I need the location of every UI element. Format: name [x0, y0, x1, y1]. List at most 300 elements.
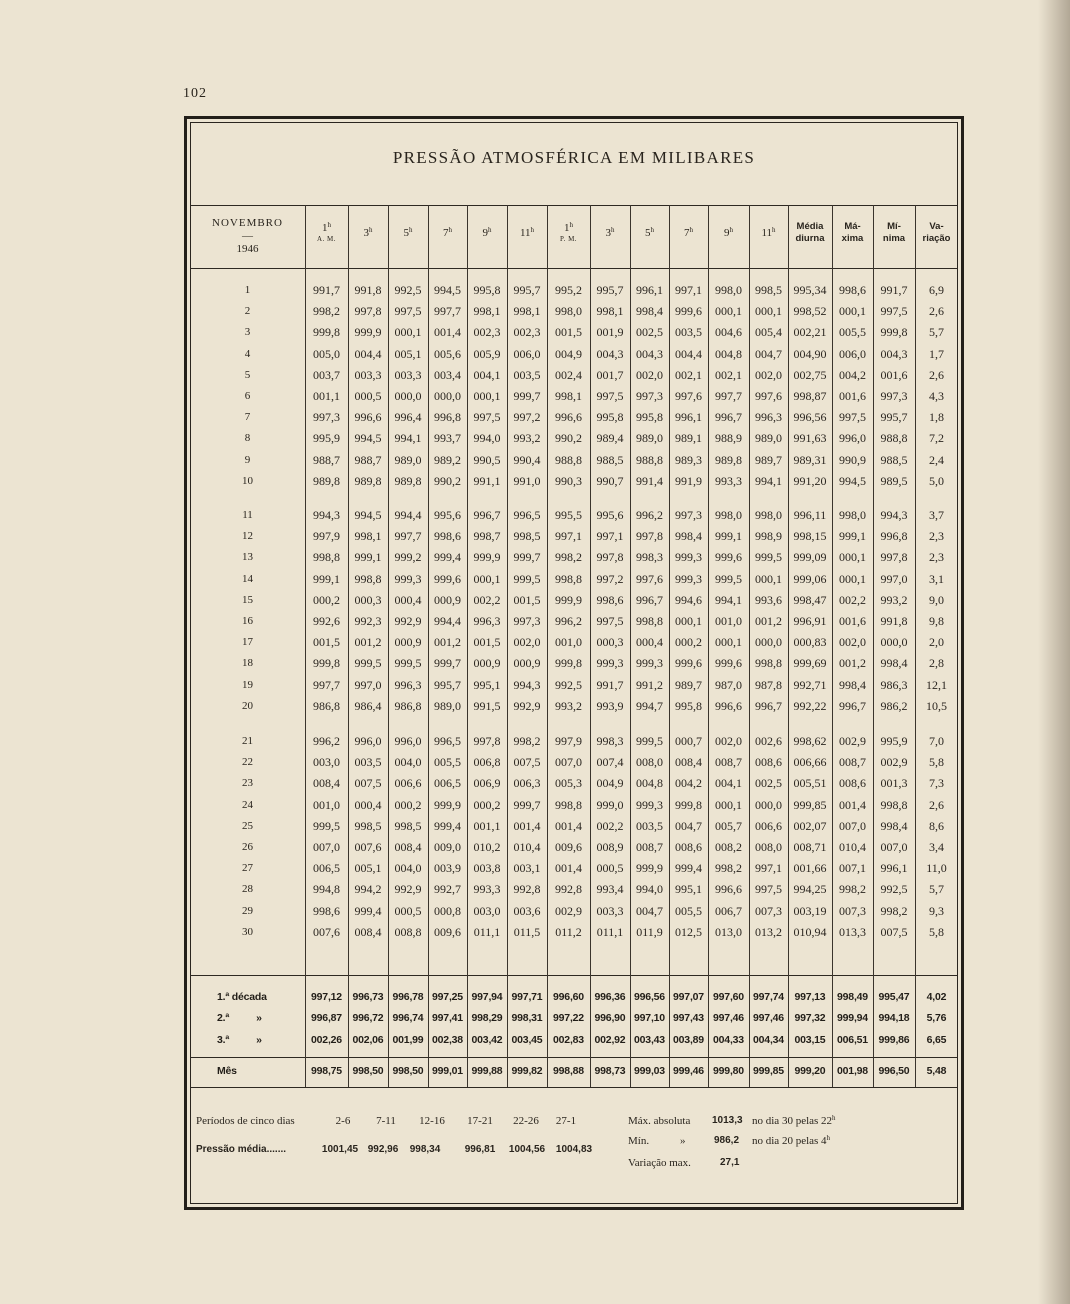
pressure-value: 999,3	[675, 571, 702, 586]
pressure-value: 006,7	[715, 903, 742, 918]
pressure-value: 998,1	[555, 389, 582, 403]
pressure-value: 996,56	[793, 410, 827, 425]
pressure-value: 994,25	[793, 882, 827, 897]
pressure-value: 998,3	[636, 550, 663, 565]
day-number: 19	[242, 678, 253, 691]
header-hour-number: 1	[564, 222, 570, 234]
pressure-value: 999,6	[715, 550, 742, 565]
pressure-value: 5,7	[929, 325, 944, 340]
pressure-value: 1,7	[929, 346, 944, 361]
pressure-value: 000,2	[473, 797, 501, 812]
pressure-value: 998,1	[513, 304, 541, 319]
pressure-value: 007,6	[354, 840, 382, 854]
pressure-value: 997,7	[313, 677, 340, 692]
header-stat-cell	[832, 213, 873, 253]
pressure-value: 998,8	[313, 550, 340, 565]
pressure-value: 999,4	[434, 550, 461, 565]
table-row	[0, 697, 1070, 715]
summary-value: 997,25	[432, 991, 463, 1003]
pressure-value: 994,7	[636, 698, 663, 713]
pressure-value: 994,1	[755, 473, 782, 488]
pressure-value: 998,8	[555, 571, 582, 586]
table-row	[0, 859, 1070, 877]
header-stat-line: Va-	[929, 221, 944, 232]
pressure-value: 000,1	[394, 325, 422, 340]
pressure-value: 007,4	[596, 755, 624, 770]
day-number: 21	[242, 735, 253, 747]
pressure-value: 994,5	[354, 431, 382, 446]
pressure-value: 997,9	[555, 734, 582, 748]
table-row	[0, 570, 1070, 588]
pressure-value: 001,0	[715, 614, 742, 628]
pressure-value: 994,4	[434, 614, 461, 628]
pressure-value: 001,4	[434, 325, 461, 340]
pressure-value: 6,9	[929, 283, 944, 297]
pressure-value: 990,2	[434, 473, 461, 488]
pressure-value: 002,2	[839, 592, 866, 607]
pressure-value: 010,2	[473, 840, 501, 854]
pressure-value: 002,2	[473, 592, 501, 607]
pressure-value: 997,3	[636, 389, 663, 403]
pressure-value: 001,2	[434, 635, 461, 650]
pressure-value: 003,5	[513, 367, 541, 382]
pressure-value: 996,3	[473, 614, 501, 628]
pressure-value: 9,8	[929, 614, 944, 628]
pressure-value: 003,6	[513, 903, 541, 918]
summary-value: 997,94	[471, 991, 503, 1003]
mean-pressure-label: Pressão média.......	[196, 1144, 287, 1155]
pressure-value: 013,0	[715, 924, 742, 939]
pressure-value: 000,4	[636, 635, 663, 650]
header-hour-sup: h	[729, 226, 733, 234]
table-row	[0, 902, 1070, 920]
pressure-value: 2,4	[929, 452, 944, 467]
header-stat-line: xima	[841, 233, 864, 244]
summary-value: 004,34	[753, 1034, 784, 1046]
pressure-value: 995,8	[473, 283, 501, 297]
table-row	[0, 429, 1070, 447]
summary-value: 996,73	[352, 991, 384, 1003]
pressure-value: 004,1	[715, 776, 742, 791]
pressure-value: 010,4	[513, 840, 541, 854]
pressure-value: 997,8	[354, 304, 382, 319]
pressure-value: 989,0	[394, 452, 422, 467]
min-absolute-ditto: »	[680, 1135, 686, 1147]
summary-value: 006,51	[837, 1034, 868, 1046]
pressure-value: 002,1	[675, 367, 702, 382]
pressure-value: 989,3	[675, 452, 702, 467]
pressure-value: 991,63	[793, 431, 827, 446]
pressure-value: 994,4	[394, 508, 422, 522]
pressure-value: 004,90	[793, 346, 827, 361]
pressure-value: 001,1	[313, 389, 340, 403]
pressure-value: 998,6	[839, 283, 866, 297]
day-number: 15	[242, 593, 253, 606]
pressure-value: 997,6	[636, 571, 663, 586]
pressure-value: 987,0	[715, 677, 742, 692]
mean-pressure-value: 1004,83	[555, 1144, 593, 1155]
table-row	[0, 753, 1070, 771]
header-hour-cell	[467, 213, 507, 253]
pressure-value: 996,7	[839, 698, 866, 713]
header-stat-line: nima	[882, 233, 906, 244]
pressure-value: 002,9	[555, 903, 582, 918]
pressure-value: 002,6	[755, 734, 782, 748]
pressure-value: 989,5	[880, 473, 908, 488]
periods-label: Períodos de cinco dias	[196, 1115, 295, 1127]
day-number: 27	[242, 862, 253, 875]
pressure-value: 996,3	[755, 410, 782, 425]
pressure-value: 003,3	[596, 903, 624, 918]
pressure-value: 989,8	[394, 473, 422, 488]
pressure-value: 004,9	[596, 776, 624, 791]
pressure-value: 001,6	[839, 389, 866, 403]
pressure-value: 003,7	[313, 367, 340, 382]
pressure-value: 996,5	[434, 734, 461, 748]
pressure-value: 999,09	[793, 550, 827, 565]
pressure-value: 006,3	[513, 776, 541, 791]
header-hour	[520, 227, 534, 239]
pressure-value: 999,2	[394, 550, 422, 565]
pressure-value: 997,5	[596, 614, 624, 628]
day-number: 28	[242, 883, 253, 896]
pressure-value: 991,5	[473, 698, 501, 713]
pressure-value: 001,5	[473, 635, 501, 650]
pressure-value: 993,4	[596, 882, 624, 897]
table-row	[0, 654, 1070, 672]
pressure-value: 997,6	[755, 389, 782, 403]
header-hour	[684, 227, 693, 239]
header-hour-cell	[669, 213, 708, 253]
pressure-value: 989,31	[793, 452, 827, 467]
summary-value: 002,26	[311, 1034, 342, 1046]
pressure-value: 2,3	[929, 550, 944, 565]
pressure-value: 005,0	[313, 346, 340, 361]
pressure-value: 993,6	[755, 592, 782, 607]
pressure-value: 007,0	[880, 840, 908, 854]
pressure-value: 997,5	[394, 304, 422, 319]
pressure-value: 994,0	[636, 882, 663, 897]
summary-label: 3.ª	[217, 1034, 230, 1046]
pressure-value: 001,2	[839, 656, 866, 671]
pressure-value: 996,1	[675, 410, 702, 425]
summary-value: 4,02	[926, 991, 947, 1003]
pressure-value: 004,8	[636, 776, 663, 791]
pressure-value: 009,0	[434, 840, 461, 854]
pressure-value: 997,3	[513, 614, 541, 628]
pressure-value: 000,1	[839, 304, 866, 319]
pressure-value: 999,6	[675, 656, 702, 671]
pressure-value: 994,3	[313, 508, 340, 522]
pressure-value: 002,9	[880, 755, 908, 770]
pressure-value: 994,1	[394, 431, 422, 446]
summary-value: 997,71	[511, 991, 543, 1003]
day-number: 24	[242, 798, 253, 811]
pressure-value: 997,7	[715, 389, 742, 403]
pressure-value: 999,8	[313, 656, 340, 671]
summary-value: 997,41	[432, 1012, 463, 1024]
pressure-value: 002,0	[636, 367, 663, 382]
pressure-value: 004,2	[839, 367, 866, 382]
pressure-value: 006,66	[793, 755, 827, 770]
pressure-value: 989,0	[636, 431, 663, 446]
summary-value: 997,10	[634, 1012, 665, 1024]
pressure-value: 994,0	[473, 431, 501, 446]
day-number: 10	[242, 474, 253, 487]
header-hour	[404, 227, 413, 239]
pressure-value: 990,4	[513, 452, 541, 467]
pressure-value: 004,6	[715, 325, 742, 340]
pressure-value: 2,3	[929, 529, 944, 544]
header-hour-number: 9	[724, 227, 730, 239]
summary-value: 998,50	[392, 1065, 424, 1077]
pressure-value: 990,2	[555, 431, 582, 446]
pressure-value: 999,5	[313, 818, 340, 833]
pressure-value: 996,4	[394, 410, 422, 425]
period-item: 27-1	[555, 1115, 577, 1127]
pressure-value: 001,5	[513, 592, 541, 607]
pressure-value: 005,3	[555, 776, 582, 791]
pressure-value: 986,2	[880, 698, 908, 713]
table-row	[0, 527, 1070, 545]
pressure-value: 001,4	[839, 797, 866, 812]
pressure-value: 998,8	[636, 614, 663, 628]
header-stat-cell	[788, 213, 832, 253]
pressure-value: 999,7	[513, 797, 541, 812]
pressure-value: 986,3	[880, 677, 908, 692]
pressure-value: 999,1	[715, 529, 742, 544]
pressure-value: 005,5	[434, 755, 461, 770]
pressure-value: 988,5	[596, 452, 624, 467]
pressure-value: 997,3	[880, 389, 908, 403]
pressure-value: 998,2	[880, 903, 908, 918]
day-number: 1	[244, 284, 251, 296]
pressure-value: 998,6	[313, 903, 340, 918]
pressure-value: 995,9	[313, 431, 340, 446]
max-absolute-label: Máx. absoluta	[628, 1115, 691, 1127]
pressure-value: 988,8	[636, 452, 663, 467]
table-row	[0, 323, 1070, 341]
pressure-value: 998,4	[839, 677, 866, 692]
pressure-value: 992,9	[513, 698, 541, 713]
summary-value: 002,06	[352, 1034, 384, 1046]
pressure-value: 986,4	[354, 698, 382, 713]
header-stat-line: Mí-	[887, 221, 901, 232]
pressure-value: 992,71	[793, 677, 827, 692]
summary-value: 998,49	[837, 991, 868, 1003]
day-number: 7	[244, 411, 251, 424]
pressure-value: 010,4	[839, 840, 866, 854]
pressure-value: 997,6	[675, 389, 702, 403]
header-hour	[364, 227, 373, 239]
pressure-value: 999,6	[715, 656, 742, 671]
pressure-value: 001,6	[839, 614, 866, 628]
pressure-value: 000,2	[313, 592, 340, 607]
pressure-value: 001,3	[880, 776, 908, 791]
pressure-value: 000,1	[839, 571, 866, 586]
pressure-value: 999,5	[636, 734, 663, 748]
table-row	[0, 817, 1070, 835]
pressure-value: 006,9	[473, 776, 501, 791]
pressure-value: 004,4	[675, 346, 702, 361]
summary-value: 998,50	[352, 1065, 384, 1077]
pressure-value: 004,9	[555, 346, 582, 361]
pressure-value: 007,6	[313, 924, 340, 939]
pressure-value: 997,5	[473, 410, 501, 425]
pressure-value: 996,6	[715, 882, 742, 897]
header-hour-sup: h	[611, 226, 615, 234]
summary-label: Mês	[217, 1065, 237, 1077]
pressure-value: 997,5	[755, 882, 782, 897]
pressure-value: 000,1	[473, 389, 501, 403]
pressure-value: 3,7	[929, 508, 944, 522]
pressure-value: 000,7	[675, 734, 702, 748]
header-hour-number: 1	[322, 222, 328, 234]
pressure-value: 997,2	[513, 410, 541, 425]
table-row	[0, 633, 1070, 651]
pressure-value: 989,7	[755, 452, 782, 467]
header-hour	[724, 227, 733, 239]
pressure-value: 995,6	[596, 508, 624, 522]
mean-pressure-value: 996,81	[464, 1144, 496, 1155]
pressure-value: 000,5	[394, 903, 422, 918]
pressure-value: 998,4	[880, 656, 908, 671]
summary-value: 999,20	[794, 1065, 826, 1077]
pressure-value: 999,5	[513, 571, 541, 586]
pressure-value: 999,9	[555, 592, 582, 607]
header-hour	[564, 222, 573, 234]
pressure-value: 994,6	[675, 592, 702, 607]
pressure-value: 002,0	[839, 635, 866, 650]
header-year: 1946	[236, 243, 259, 255]
pressure-value: 999,06	[793, 571, 827, 586]
table-row	[0, 774, 1070, 792]
day-number: 5	[244, 368, 251, 381]
table-row	[0, 548, 1070, 566]
pressure-value: 992,5	[555, 677, 582, 692]
pressure-value: 996,0	[839, 431, 866, 446]
pressure-value: 989,8	[354, 473, 382, 488]
pressure-value: 988,7	[313, 452, 340, 467]
table-row	[0, 796, 1070, 814]
pressure-value: 992,6	[313, 614, 340, 628]
pressure-value: 997,8	[636, 529, 663, 544]
pressure-value: 5,8	[929, 924, 944, 939]
pressure-value: 001,66	[793, 861, 827, 876]
pressure-value: 007,3	[755, 903, 782, 918]
pressure-value: 999,1	[354, 550, 382, 565]
header-hour-cell	[547, 213, 590, 253]
pressure-value: 999,7	[434, 656, 461, 671]
pressure-value: 7,2	[929, 431, 944, 446]
pressure-value: 998,87	[793, 389, 827, 403]
header-hour	[483, 227, 492, 239]
pressure-value: 992,8	[555, 882, 582, 897]
pressure-value: 003,8	[473, 861, 501, 876]
pressure-value: 997,8	[880, 550, 908, 565]
summary-row	[0, 1062, 1070, 1080]
pressure-value: 000,1	[715, 797, 742, 812]
table-row	[0, 923, 1070, 941]
pressure-value: 5,8	[929, 755, 944, 770]
day-number: 29	[242, 904, 253, 917]
header-hour-cell	[388, 213, 428, 253]
summary-label: 1.ª década	[217, 991, 267, 1003]
pressure-value: 994,5	[354, 508, 382, 522]
header-hour-sup: h	[569, 221, 573, 229]
header-hour-sup: h	[650, 226, 654, 234]
pressure-value: 000,5	[354, 389, 382, 403]
pressure-value: 998,0	[755, 508, 782, 522]
pressure-value: 990,7	[596, 473, 624, 488]
pressure-value: 995,7	[596, 283, 624, 297]
pressure-value: 993,3	[715, 473, 742, 488]
header-hour	[761, 227, 775, 239]
summary-value: 994,18	[878, 1012, 910, 1024]
pressure-value: 991,7	[313, 283, 340, 297]
pressure-value: 008,8	[394, 924, 422, 939]
day-number: 22	[242, 756, 253, 769]
pressure-value: 996,3	[394, 677, 422, 692]
pressure-value: 001,5	[555, 325, 582, 340]
summary-value: 997,74	[753, 991, 784, 1003]
pressure-value: 002,9	[839, 734, 866, 748]
header-hour-number: 11	[519, 227, 531, 239]
pressure-value: 989,0	[755, 431, 782, 446]
pressure-value: 008,4	[313, 776, 340, 791]
pressure-value: 996,1	[636, 283, 663, 297]
pressure-value: 998,5	[354, 818, 382, 833]
pressure-value: 994,3	[513, 677, 541, 692]
pressure-value: 997,1	[596, 529, 624, 544]
summary-value: 996,87	[311, 1012, 342, 1024]
summary-value: 6,65	[926, 1034, 947, 1046]
summary-value: 996,72	[352, 1012, 384, 1024]
table-row	[0, 281, 1070, 299]
summary-value: 996,78	[392, 991, 424, 1003]
pressure-value: 9,3	[929, 903, 944, 918]
pressure-value: 998,7	[473, 529, 501, 544]
pressure-value: 999,4	[434, 818, 461, 833]
pressure-value: 002,0	[755, 367, 782, 382]
header-hour-number: 3	[605, 227, 611, 239]
pressure-value: 999,3	[596, 656, 624, 671]
pressure-value: 001,9	[596, 325, 624, 340]
pressure-value: 998,0	[715, 283, 742, 297]
pressure-value: 000,4	[394, 592, 422, 607]
pressure-value: 3,4	[929, 840, 944, 854]
pressure-value: 008,7	[839, 755, 866, 770]
pressure-value: 998,8	[880, 797, 908, 812]
pressure-value: 011,9	[636, 924, 663, 939]
pressure-value: 008,6	[675, 840, 702, 854]
pressure-value: 000,8	[434, 903, 461, 918]
pressure-value: 988,9	[715, 431, 742, 446]
pressure-value: 7,3	[929, 776, 944, 791]
pressure-value: 998,5	[394, 818, 422, 833]
pressure-value: 998,6	[434, 529, 461, 544]
table-row	[0, 676, 1070, 694]
pressure-value: 007,0	[839, 818, 866, 833]
header-hour	[645, 227, 654, 239]
pressure-value: 012,5	[675, 924, 702, 939]
pressure-value: 988,8	[555, 452, 582, 467]
summary-value: 003,43	[634, 1034, 665, 1046]
pressure-value: 990,3	[555, 473, 582, 488]
pressure-value: 996,7	[636, 592, 663, 607]
pressure-value: 996,11	[793, 508, 827, 522]
pressure-value: 998,2	[513, 734, 541, 748]
